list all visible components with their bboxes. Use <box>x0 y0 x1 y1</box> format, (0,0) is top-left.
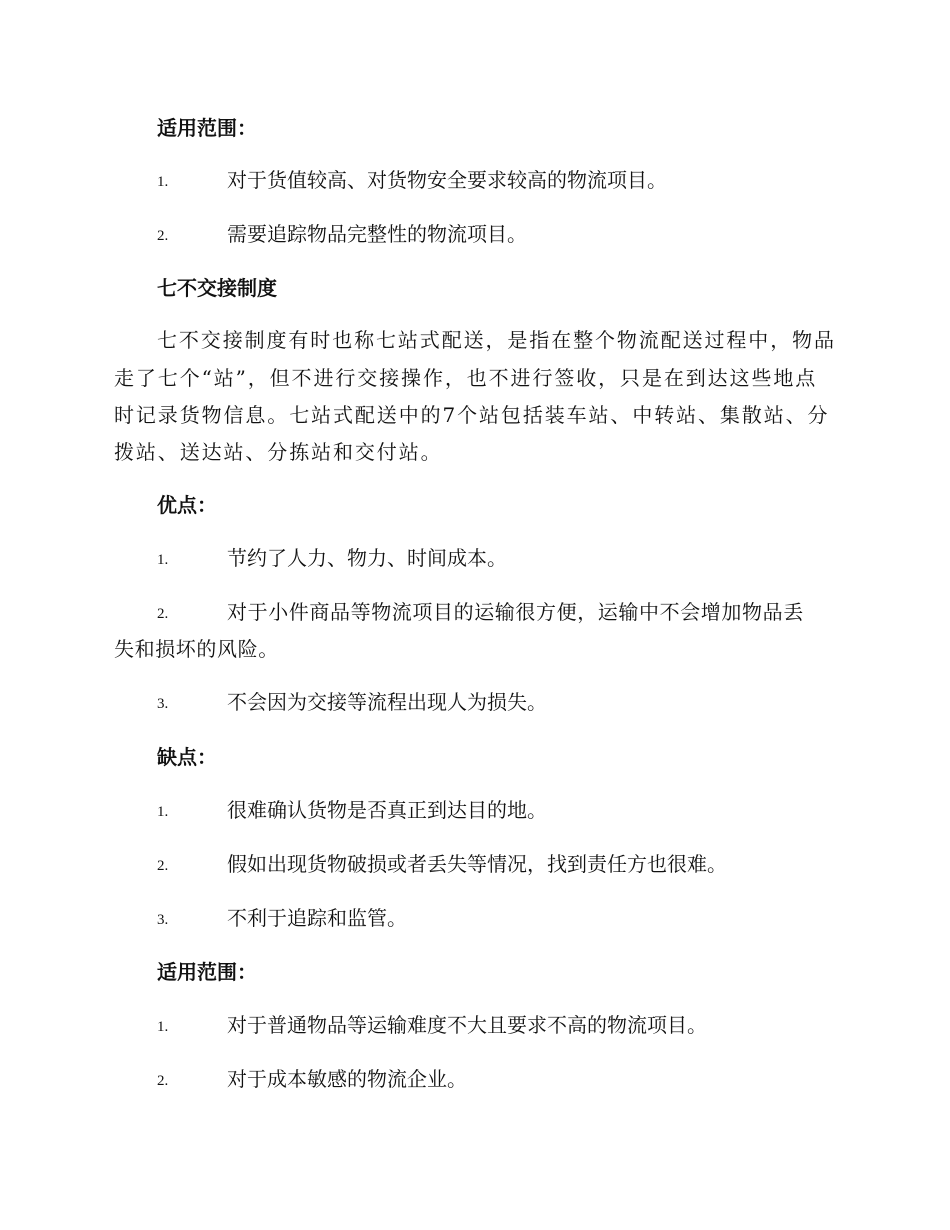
list-item-number: 2. <box>157 1073 169 1089</box>
paragraph-line: 走了七个“站”，但不进行交接操作，也不进行签收，只是在到达这些地点 <box>114 366 818 390</box>
list-item-text: 对于货值较高、对货物安全要求较高的物流项目。 <box>227 168 667 192</box>
list-item-number: 1. <box>157 552 169 568</box>
list-item-number: 3. <box>157 696 169 712</box>
list-item-text: 假如出现货物破损或者丢失等情况，找到责任方也很难。 <box>227 852 727 876</box>
paragraph-line: 七不交接制度有时也称七站式配送，是指在整个物流配送过程中，物品 <box>157 328 836 352</box>
list-item-text: 对于普通物品等运输难度不大且要求不高的物流项目。 <box>227 1013 707 1037</box>
list-item-number: 1. <box>157 174 169 190</box>
list-item-number: 1. <box>157 804 169 820</box>
list-item-text: 节约了人力、物力、时间成本。 <box>227 546 507 570</box>
list-item-text: 很难确认货物是否真正到达目的地。 <box>227 798 547 822</box>
list-item-text: 对于成本敏感的物流企业。 <box>227 1067 467 1091</box>
list-item-text: 对于小件商品等物流项目的运输很方便，运输中不会增加物品丢 <box>227 600 804 624</box>
list-item-text: 不利于追踪和监管。 <box>227 906 407 930</box>
list-item-text: 需要追踪物品完整性的物流项目。 <box>227 222 527 246</box>
list-item-number: 2. <box>157 606 169 622</box>
list-item-text: 不会因为交接等流程出现人为损失。 <box>227 690 547 714</box>
list-item-number: 3. <box>157 912 169 928</box>
section-heading-advantages: 优点： <box>157 493 217 517</box>
section-heading-scope: 适用范围： <box>157 116 257 140</box>
paragraph-line: 拨站、送达站、分拣站和交付站。 <box>114 440 443 464</box>
list-item-number: 2. <box>157 858 169 874</box>
list-item-number: 2. <box>157 228 169 244</box>
list-item-continuation: 失和损坏的风险。 <box>114 637 279 661</box>
section-heading-seven-no-handover: 七不交接制度 <box>157 276 277 300</box>
list-item-number: 1. <box>157 1019 169 1035</box>
section-heading-scope: 适用范围： <box>157 960 257 984</box>
section-heading-disadvantages: 缺点： <box>157 745 217 769</box>
paragraph-line: 时记录货物信息。七站式配送中的7个站包括装车站、中转站、集散站、分 <box>114 403 830 427</box>
